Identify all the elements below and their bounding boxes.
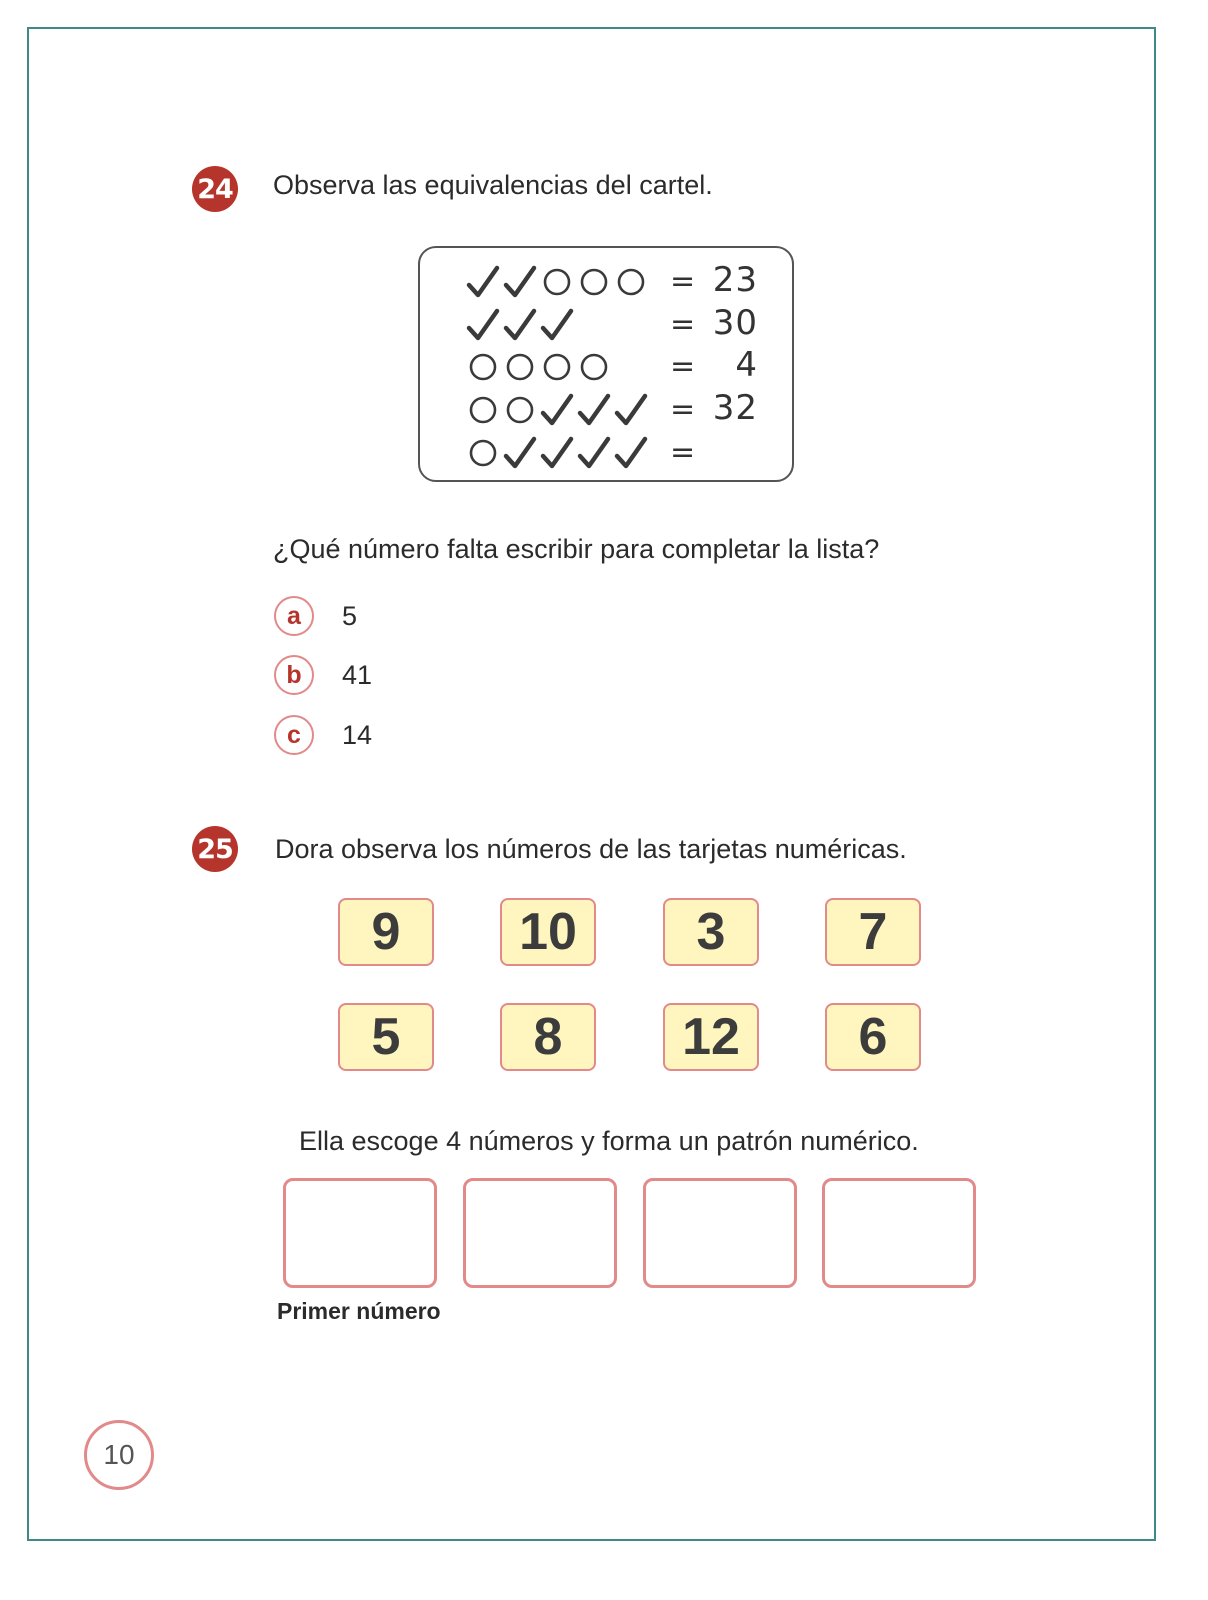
equivalence-value: 32 xyxy=(712,388,758,428)
question-prompt: Dora observa los números de las tarjetas numéricas. xyxy=(275,834,907,864)
option-value: 41 xyxy=(342,659,373,690)
check-icon xyxy=(575,390,612,430)
answer-box-3[interactable] xyxy=(643,1178,797,1288)
option-value: 5 xyxy=(342,600,358,631)
check-icon xyxy=(464,305,501,345)
equivalence-value: 30 xyxy=(712,303,758,343)
option-letter: a xyxy=(274,596,314,636)
sign-row xyxy=(464,433,649,473)
number-card: 7 xyxy=(825,898,921,966)
circle-icon xyxy=(501,347,538,387)
check-icon xyxy=(575,433,612,473)
check-icon xyxy=(538,390,575,430)
check-icon xyxy=(538,305,575,345)
circle-icon xyxy=(538,347,575,387)
equals-sign: = xyxy=(670,264,696,299)
check-icon xyxy=(538,433,575,473)
answer-box-2[interactable] xyxy=(463,1178,617,1288)
equivalence-sign xyxy=(418,246,794,482)
equivalence-value: 4 xyxy=(735,345,758,385)
equals-sign: = xyxy=(670,307,696,342)
check-icon xyxy=(501,305,538,345)
check-icon xyxy=(612,390,649,430)
question-number-badge: 25 xyxy=(192,826,238,872)
sign-row xyxy=(464,262,649,302)
question-number-badge: 24 xyxy=(192,166,238,212)
answer-option-a[interactable] xyxy=(274,596,357,636)
number-card: 8 xyxy=(500,1003,596,1071)
first-box-caption: Primer número xyxy=(277,1298,441,1324)
page-number: 10 xyxy=(84,1420,154,1490)
question-prompt: Observa las equivalencias del cartel. xyxy=(273,170,713,200)
answer-box-4[interactable] xyxy=(822,1178,976,1288)
number-card: 5 xyxy=(338,1003,434,1071)
circle-icon xyxy=(575,347,612,387)
circle-icon xyxy=(538,262,575,302)
equivalence-value: 23 xyxy=(712,260,758,300)
sign-row xyxy=(464,305,575,345)
circle-icon xyxy=(612,262,649,302)
circle-icon xyxy=(501,390,538,430)
sign-row xyxy=(464,390,649,430)
question-text: ¿Qué número falta escribir para completar la lista? xyxy=(273,534,880,564)
instruction-text: Ella escoge 4 números y forma un patrón numérico. xyxy=(299,1126,919,1156)
option-letter: b xyxy=(274,655,314,695)
check-icon xyxy=(501,262,538,302)
check-icon xyxy=(612,433,649,473)
circle-icon xyxy=(464,433,501,473)
answer-option-c[interactable] xyxy=(274,715,372,755)
circle-icon xyxy=(464,390,501,430)
option-value: 14 xyxy=(342,719,373,750)
equals-sign: = xyxy=(670,392,696,427)
circle-icon xyxy=(464,347,501,387)
number-card: 6 xyxy=(825,1003,921,1071)
circle-icon xyxy=(575,262,612,302)
answer-box-1[interactable] xyxy=(283,1178,437,1288)
check-icon xyxy=(464,262,501,302)
number-card: 3 xyxy=(663,898,759,966)
number-card: 9 xyxy=(338,898,434,966)
equals-sign: = xyxy=(670,435,696,470)
option-letter: c xyxy=(274,715,314,755)
number-card: 12 xyxy=(663,1003,759,1071)
equals-sign: = xyxy=(670,349,696,384)
answer-option-b[interactable] xyxy=(274,655,372,695)
sign-row xyxy=(464,347,612,387)
check-icon xyxy=(501,433,538,473)
number-card: 10 xyxy=(500,898,596,966)
